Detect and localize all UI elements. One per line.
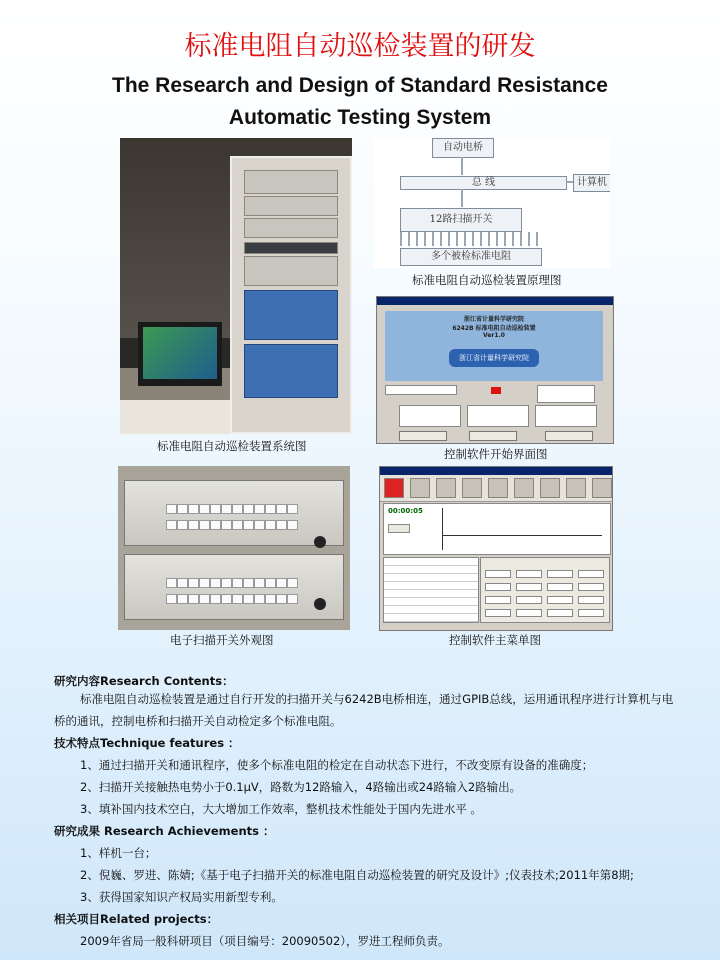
poster-title-en (0, 70, 720, 134)
start-ui-logo: 浙江省计量科学研究院 (449, 349, 539, 367)
achievement-item: 1、样机一台； (80, 846, 157, 860)
title-en-line1: The Research and Design of Standard Resistance (112, 74, 608, 97)
project-item: 2009年省局一般科研项目（项目编号：20090502），罗进工程师负责。 (80, 934, 450, 948)
start-ui-product: 6242B 标准电阻自动巡检装置 (452, 325, 536, 332)
system-photo-caption: 标准电阻自动巡检装置系统图 (157, 439, 307, 453)
feature-item: 2、扫描开关接触热电势小于0.1μV，路数为12路输入，4路输出或24路输入2路输出。 (80, 780, 522, 794)
main-menu-caption: 控制软件主菜单图 (449, 633, 541, 647)
diagram-computer: 计算机 (573, 174, 610, 192)
principle-diagram (374, 138, 610, 268)
contents-paragraph: 标准电阻自动巡检装置是通过自行开发的扫描开关与6242B电桥相连，通过GPIB总线，运用通讯程序进行计算机与电桥的通讯，控制电桥和扫描开关自动检定多个标准电阻。 (54, 692, 674, 728)
diagram-resistors: 多个被检标准电阻 (400, 248, 542, 266)
section-heading-contents: 研究内容Research Contents： (54, 674, 234, 688)
achievement-item: 3、获得国家知识产权局实用新型专利。 (80, 890, 283, 904)
poster-title-cn: 标准电阻自动巡检装置的研发 (184, 31, 536, 62)
feature-item: 1、通过扫描开关和通讯程序，使多个标准电阻的检定在自动状态下进行，不改变原有设备的准确度； (80, 758, 594, 772)
scanner-photo (118, 466, 350, 630)
feature-item: 3、填补国内技术空白，大大增加工作效率，整机技术性能处于国内先进水平 。 (80, 802, 482, 816)
achievement-item: 2、倪巍、罗进、陈婧;《基于电子扫描开关的标准电阻自动巡检装置的研究及设计》;仪表技术;2011年第8期; (80, 868, 634, 882)
diagram-bus: 总 线 (400, 176, 567, 190)
section-heading-features: 技术特点Technique features ： (54, 736, 240, 750)
scanner-caption: 电子扫描开关外观图 (170, 633, 274, 647)
diagram-bridge: 自动电桥 (432, 138, 494, 158)
system-photo (120, 138, 352, 434)
start-ui-institute: 浙江省计量科学研究院 (463, 316, 524, 323)
poster-text (54, 672, 674, 954)
main-ui-timer: 00:00:05 (388, 507, 423, 515)
title-en-line2: Automatic Testing System (228, 106, 492, 129)
software-start-screen (376, 296, 614, 444)
principle-caption: 标准电阻自动巡检装置原理图 (412, 273, 562, 287)
software-main-screen (379, 466, 613, 631)
diagram-scanner: 12路扫描开关 (400, 208, 522, 232)
start-ui-caption: 控制软件开始界面图 (444, 447, 548, 461)
section-heading-projects: 相关项目Related projects： (54, 912, 219, 926)
start-ui-version: Ver1.0 (483, 332, 505, 339)
section-heading-achievements: 研究成果 Research Achievements ： (54, 824, 275, 838)
